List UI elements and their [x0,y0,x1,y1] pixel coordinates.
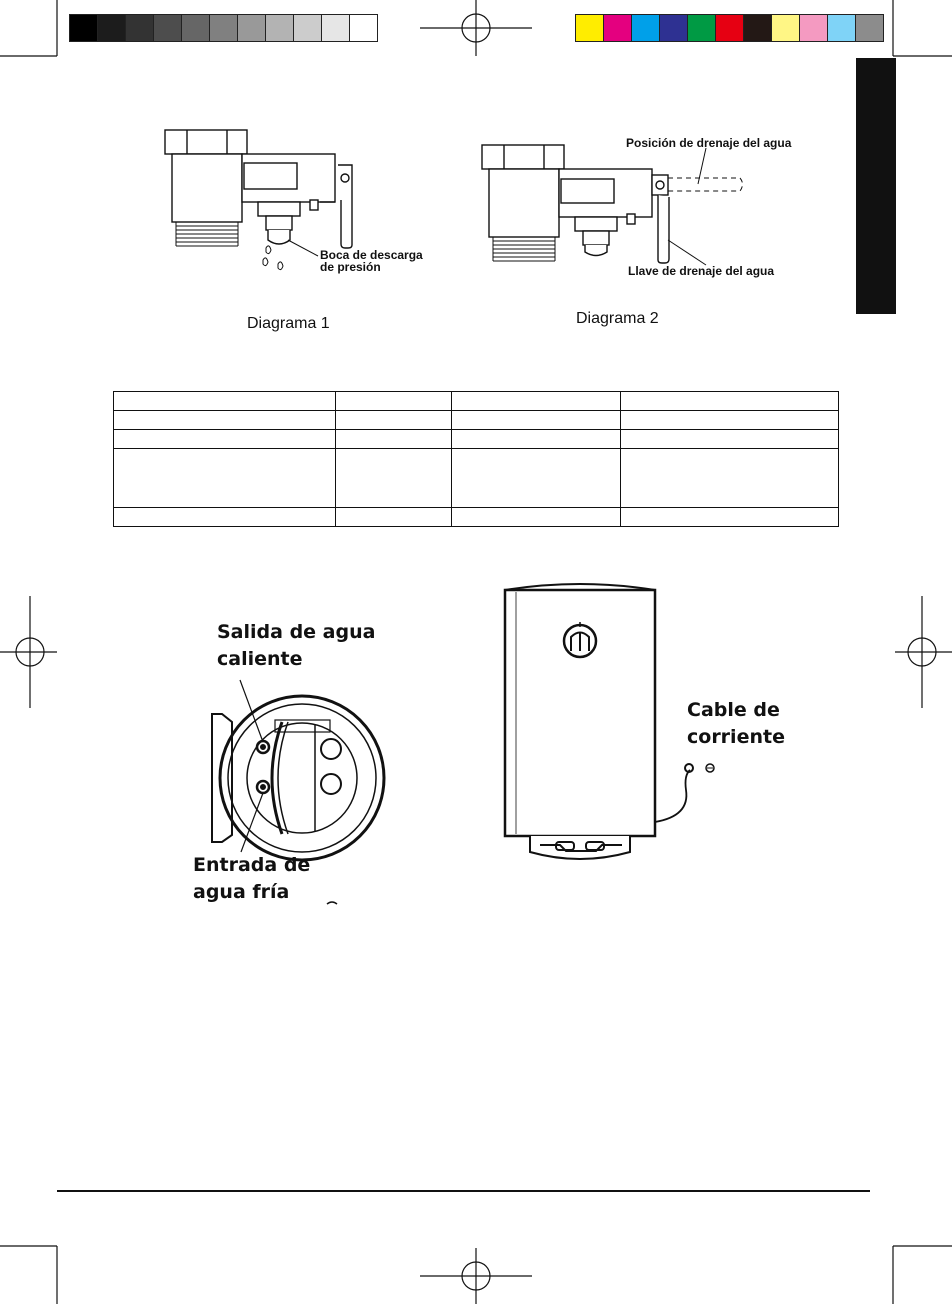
cold-water-inlet-label-line2: agua fría [193,881,290,903]
footer-rule [57,1190,870,1192]
cold-water-inlet-label-line1: Entrada de [193,854,311,876]
diagram1-caption: Diagrama 1 [247,315,330,332]
power-cable-label-line1: Cable de [687,699,780,721]
power-cable-label-line2: corriente [687,726,785,748]
hot-water-outlet-label-line1: Salida de agua [217,621,376,643]
hot-water-outlet-label-line2: caliente [217,648,303,670]
discharge-label-line2: de presión [320,260,381,274]
drain-key-label: Llave de drenaje del agua [628,264,775,278]
drain-position-label: Posición de drenaje del agua [626,136,792,150]
diagram2-caption: Diagrama 2 [576,310,659,327]
discharge-label-line1: Boca de descarga [320,248,423,262]
